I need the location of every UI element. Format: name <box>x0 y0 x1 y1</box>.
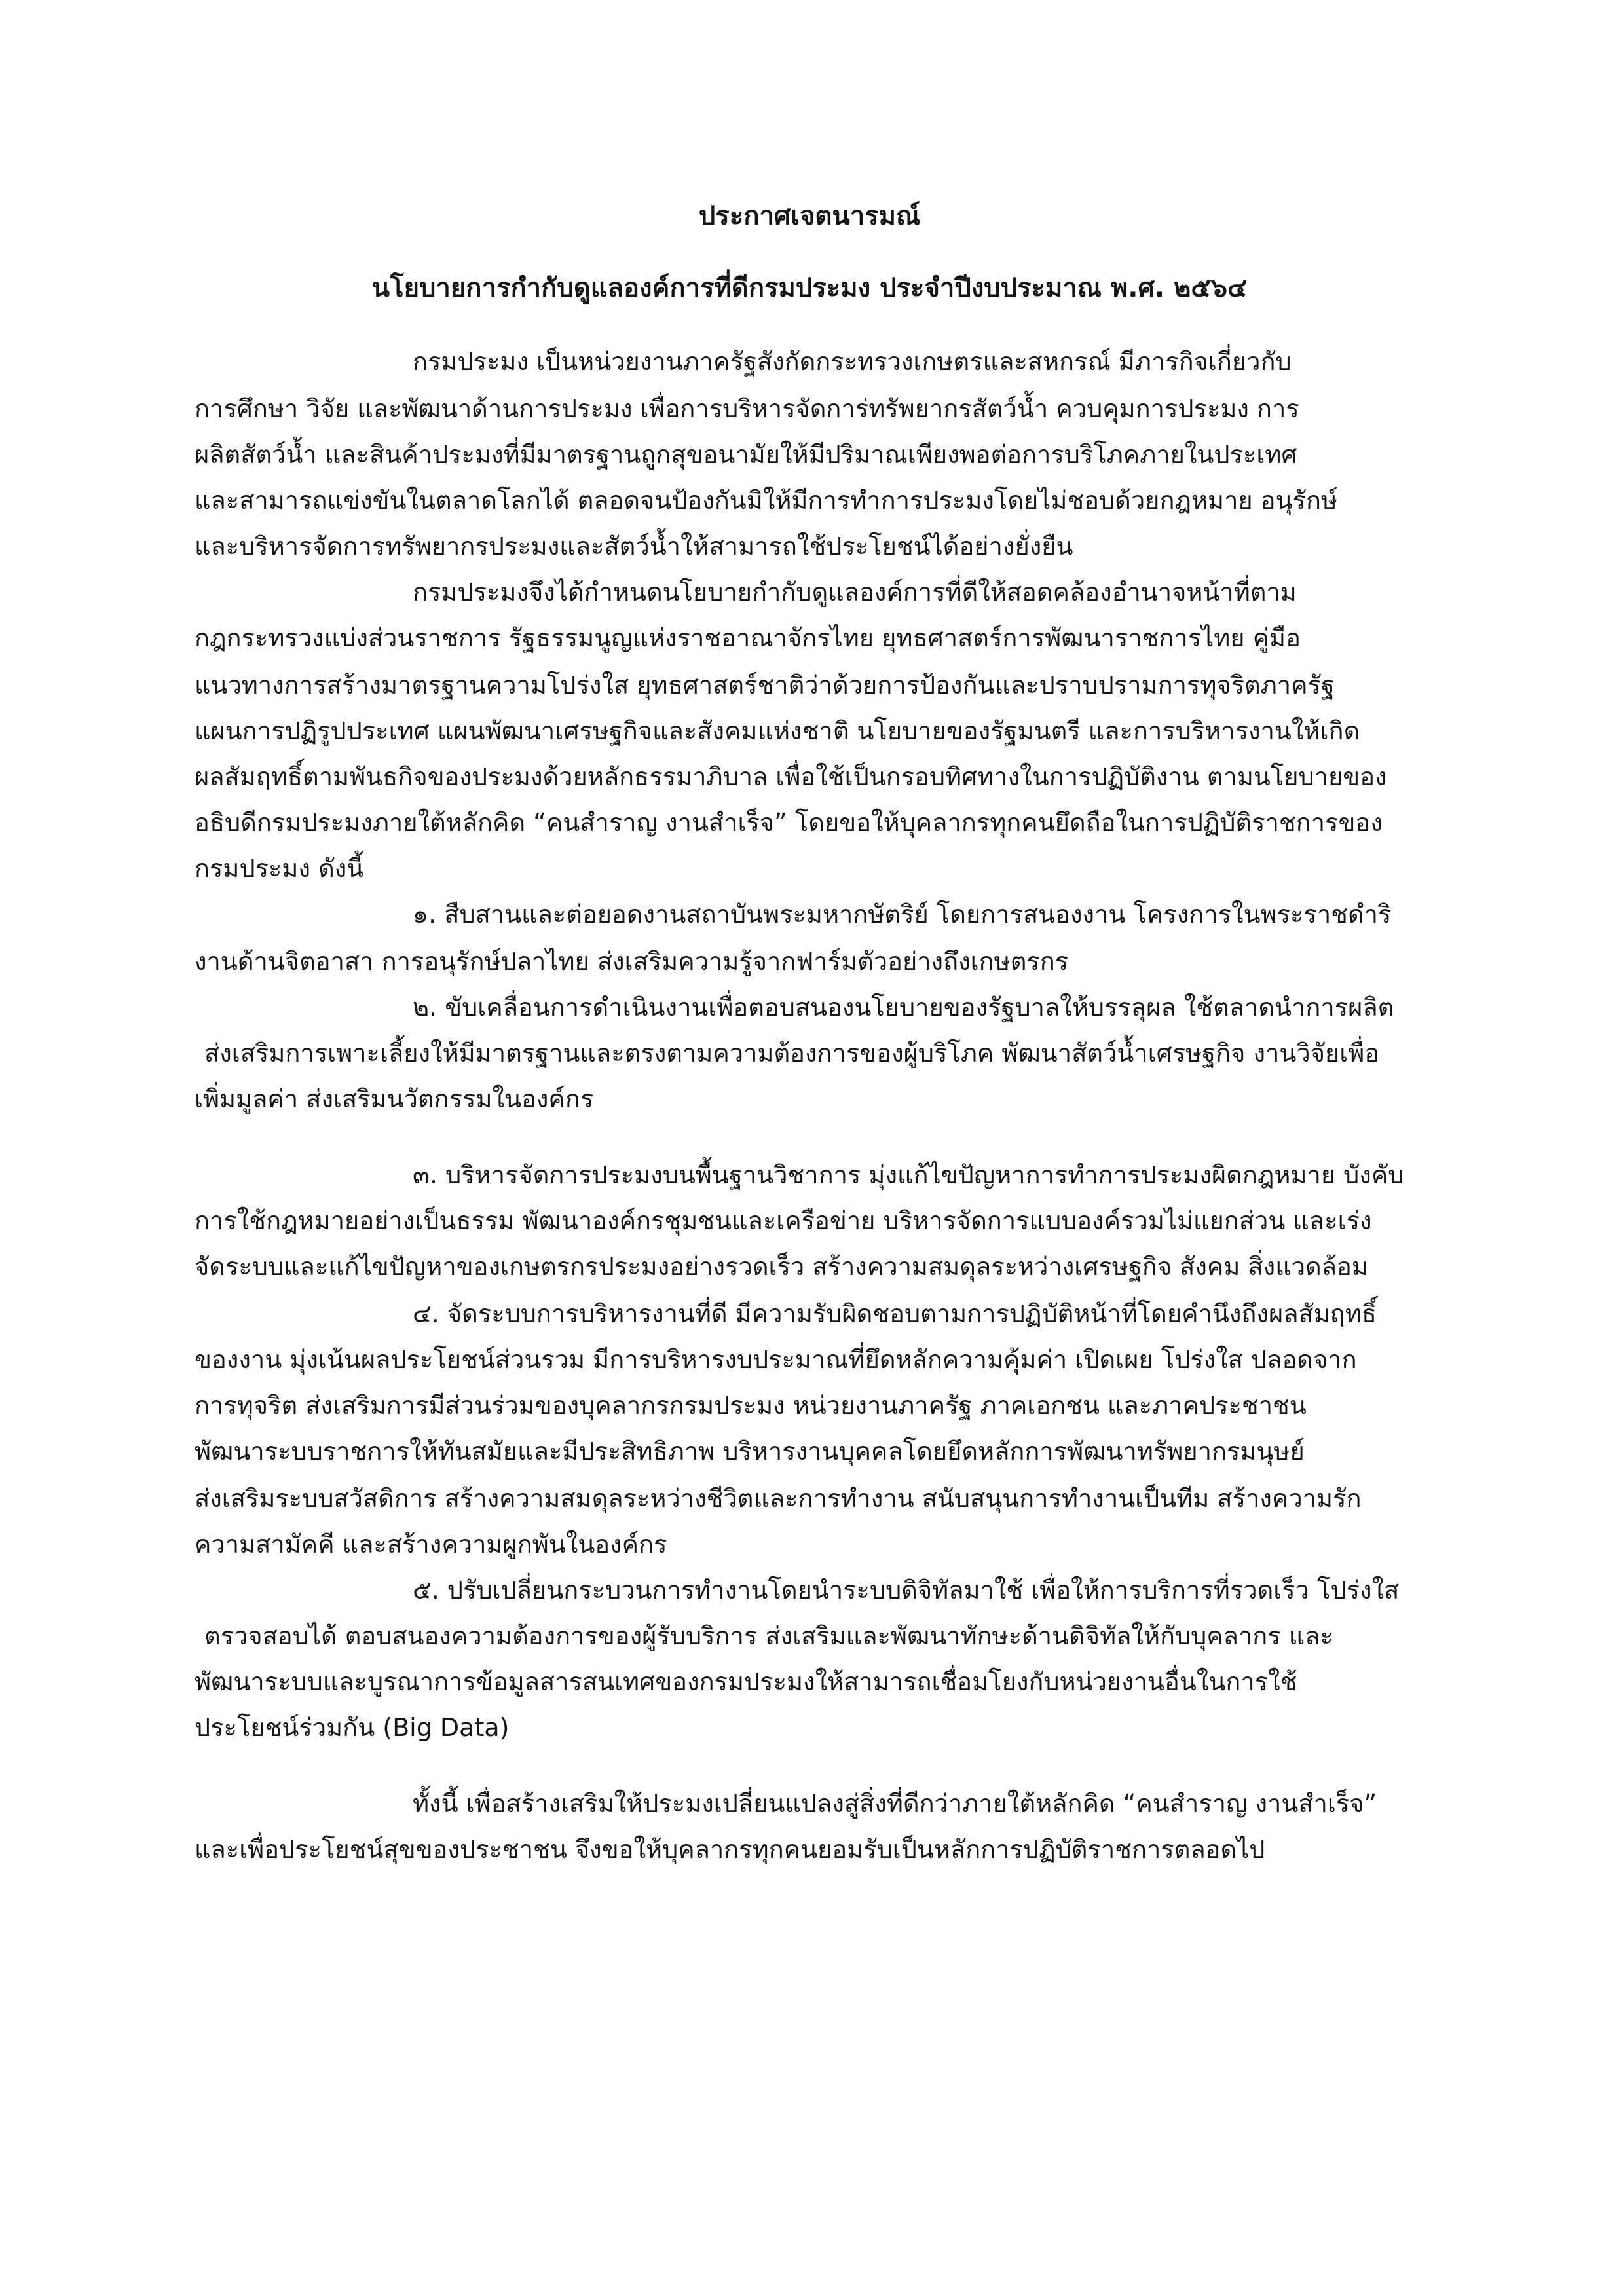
text-line: กรมประมงจึงได้กำหนดนโยบายกำกับดูแลองค์การที่ดีให้สอดคล้องอำนาจหน้าที่ตาม <box>413 578 1297 606</box>
text-line: ผลิตสัตว์น้ำ และสินค้าประมงที่มีมาตรฐานถูกสุขอนามัยให้มีปริมาณเพียงพอต่อการบริโภคภายในประเทศ <box>195 440 1297 469</box>
text-line: แนวทางการสร้างมาตรฐานความโปร่งใส ยุทธศาสตร์ชาติว่าด้วยการป้องกันและปราบปรามการทุจริตภาครัฐ <box>195 671 1335 699</box>
text-line: ๒. ขับเคลื่อนการดำเนินงานเพื่อตอบสนองนโยบายของรัฐบาลให้บรรลุผล ใช้ตลาดนำการผลิต <box>413 993 1394 1022</box>
text-line: ตรวจสอบได้ ตอบสนองความต้องการของผู้รับบริการ ส่งเสริมและพัฒนาทักษะด้านดิจิทัลให้กับบุคลากร และ <box>204 1621 1333 1650</box>
text-line: กรมประมง เป็นหน่วยงานภาครัฐสังกัดกระทรวงเกษตรและสหกรณ์ มีภารกิจเกี่ยวกับ <box>413 347 1292 376</box>
text-line: กรมประมง ดังนี้ <box>195 854 364 883</box>
text-line: กฎกระทรวงแบ่งส่วนราชการ รัฐธรรมนูญแห่งราชอาณาจักรไทย ยุทธศาสตร์การพัฒนาราชการไทย คู่มือ <box>195 623 1301 652</box>
text-line: ๑. สืบสานและต่อยอดงานสถาบันพระมหากษัตริย์ โดยการสนองงาน โครงการในพระราชดำริ <box>413 900 1392 929</box>
text-line: ของงาน มุ่งเน้นผลประโยชน์ส่วนรวม มีการบริหารงบประมาณที่ยึดหลักความคุ้มค่า เปิดเผย โปร่งใส ปลอดจาก <box>195 1345 1357 1374</box>
text-line: ทั้งนี้ เพื่อสร้างเสริมให้ประมงเปลี่ยนแปลงสู่สิ่งที่ดีกว่าภายใต้หลักคิด “คนสำราญ งานสำเร็จ” <box>413 1789 1377 1818</box>
document-subtitle: นโยบายการกำกับดูแลองค์การที่ดีกรมประมง ประจำปีงบประมาณ พ.ศ. ๒๕๖๔ <box>371 273 1248 303</box>
text-line: พัฒนาระบบและบูรณาการข้อมูลสารสนเทศของกรมประมงให้สามารถเชื่อมโยงกับหน่วยงานอื่นในการใช้ <box>195 1667 1297 1696</box>
text-line: แผนการปฏิรูปประเทศ แผนพัฒนาเศรษฐกิจและสังคมแห่งชาติ นโยบายของรัฐมนตรี และการบริหารงานให้เกิด <box>195 716 1360 745</box>
text-line: อธิบดีกรมประมงภายใต้หลักคิด “คนสำราญ งานสำเร็จ” โดยขอให้บุคลากรทุกคนยึดถือในการปฏิบัติราชการของ <box>195 808 1383 837</box>
text-line: พัฒนาระบบราชการให้ทันสมัยและมีประสิทธิภาพ บริหารงานบุคคลโดยยึดหลักการพัฒนาทรัพยากรมนุษย์ <box>195 1437 1305 1466</box>
text-line: ๕. ปรับเปลี่ยนกระบวนการทำงานโดยนำระบบดิจิทัลมาใช้ เพื่อให้การบริการที่รวดเร็ว โปร่งใส <box>413 1576 1400 1604</box>
text-line: การใช้กฎหมายอย่างเป็นธรรม พัฒนาองค์กรชุมชนและเครือข่าย บริหารจัดการแบบองค์รวมไม่แยกส่วน และเร่ง <box>195 1206 1372 1235</box>
text-line: ผลสัมฤทธิ์ตามพันธกิจของประมงด้วยหลักธรรมาภิบาล เพื่อใช้เป็นกรอบทิศทางในการปฏิบัติงาน ตามนโยบายของ <box>195 762 1387 791</box>
text-line: และบริหารจัดการทรัพยากรประมงและสัตว์น้ำให้สามารถใช้ประโยชน์ได้อย่างยั่งยืน <box>195 532 1073 561</box>
text-line: และสามารถแข่งขันในตลาดโลกได้ ตลอดจนป้องกันมิให้มีการทำการประมงโดยไม่ชอบด้วยกฎหมาย อนุรักษ์ <box>195 486 1338 515</box>
text-line: ความสามัคคี และสร้างความผูกพันในองค์กร <box>195 1530 667 1559</box>
text-line: ๓. บริหารจัดการประมงบนพื้นฐานวิชาการ มุ่งแก้ไขปัญหาการทำการประมงผิดกฎหมาย บังคับ <box>413 1160 1404 1189</box>
text-line: การทุจริต ส่งเสริมการมีส่วนร่วมของบุคลากรกรมประมง หน่วยงานภาครัฐ ภาคเอกชน และภาคประชาชน <box>195 1391 1307 1420</box>
text-line: ส่งเสริมการเพาะเลี้ยงให้มีมาตรฐานและตรงตามความต้องการของผู้บริโภค พัฒนาสัตว์น้ำเศรษฐกิจ งานวิจัยเพื่อ <box>204 1039 1380 1067</box>
text-line: งานด้านจิตอาสา การอนุรักษ์ปลาไทย ส่งเสริมความรู้จากฟาร์มตัวอย่างถึงเกษตรกร <box>195 947 1069 976</box>
text-line: ประโยชน์ร่วมกัน (Big Data) <box>195 1713 510 1742</box>
text-line: จัดระบบและแก้ไขปัญหาของเกษตรกรประมงอย่างรวดเร็ว สร้างความสมดุลระหว่างเศรษฐกิจ สังคม สิ่งแวดล้อม <box>195 1252 1368 1281</box>
text-line: ๔. จัดระบบการบริหารงานที่ดี มีความรับผิดชอบตามการปฏิบัติหน้าที่โดยคำนึงถึงผลสัมฤทธิ์ <box>413 1299 1377 1328</box>
text-line: เพิ่มมูลค่า ส่งเสริมนวัตกรรมในองค์กร <box>195 1084 594 1113</box>
text-line: ส่งเสริมระบบสวัสดิการ สร้างความสมดุลระหว่างชีวิตและการทำงาน สนับสนุนการทำงานเป็นทีม สร้างความรัก <box>195 1484 1362 1513</box>
text-line: การศึกษา วิจัย และพัฒนาด้านการประมง เพื่อการบริหารจัดการ่ทรัพยากรสัตว์น้ำ ควบคุมการประมง การ <box>195 394 1299 423</box>
text-line: และเพื่อประโยชน์สุขของประชาชน จึงขอให้บุคลากรทุกคนยอมรับเป็นหลักการปฏิบัติราชการตลอดไป <box>195 1835 1265 1864</box>
document-title: ประกาศเจตนารมณ์ <box>698 201 921 231</box>
